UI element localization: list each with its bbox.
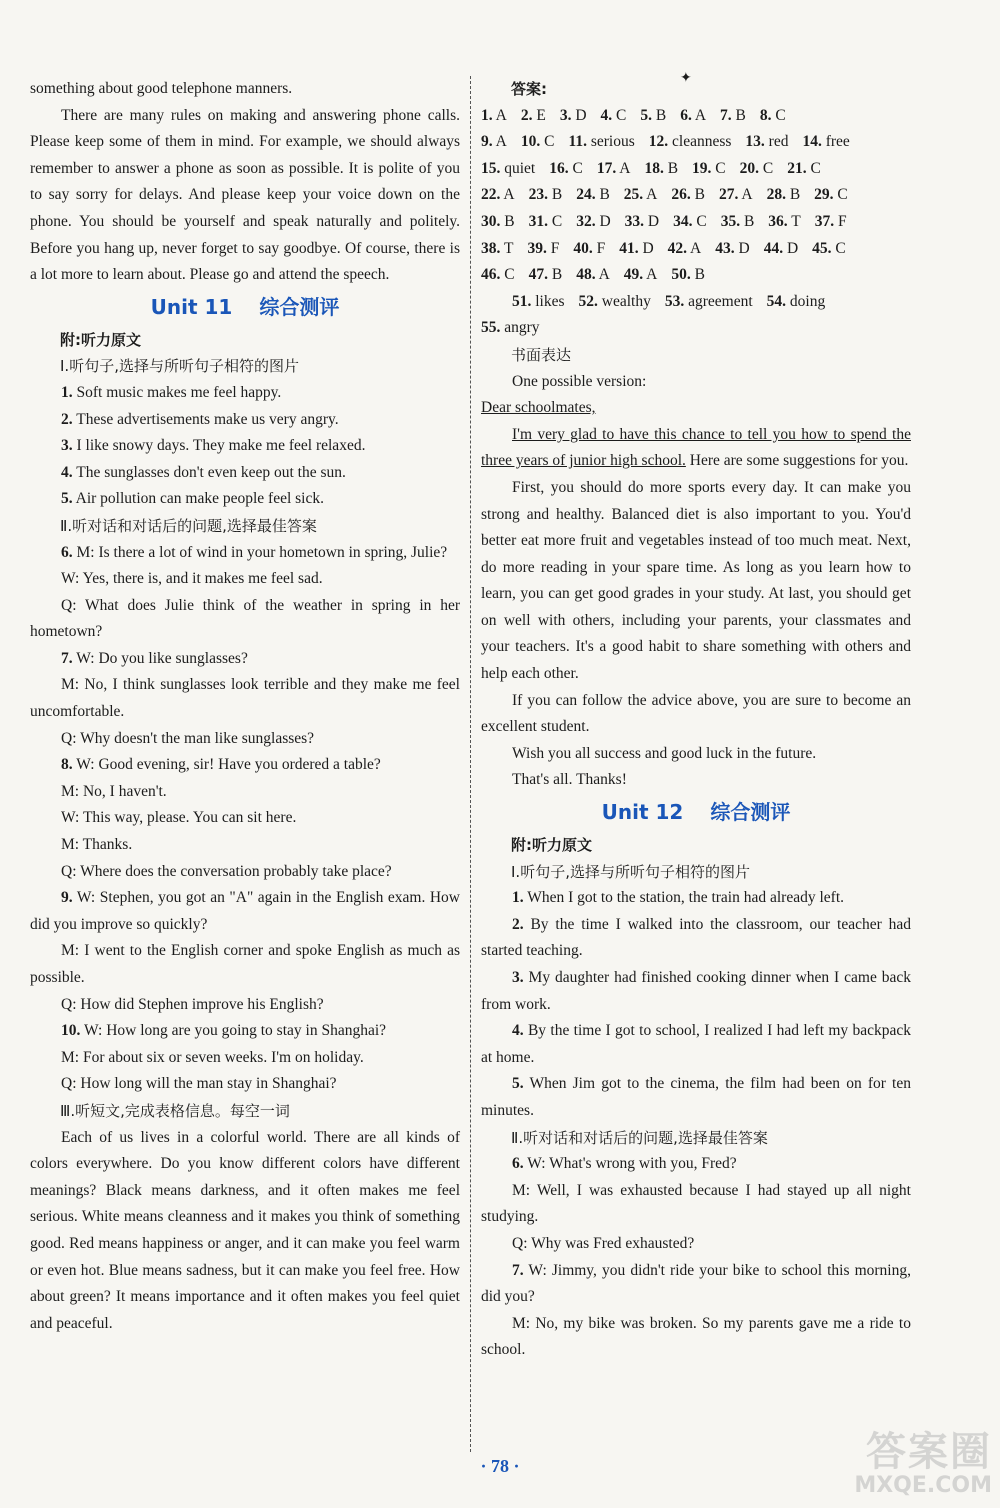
dialog-line-number: 6. [61,543,73,561]
letter-salutation [481,395,911,422]
dialog-line [30,885,460,938]
answer-value: C [612,106,627,124]
answer-item [624,266,658,283]
answer-number: 47. [528,266,548,284]
answer-item [768,213,800,230]
answer-value: A [500,186,515,204]
answer-item [521,133,555,150]
sentence-line-text: By the time I got to school, I realized I had left my backpack at home. [481,1022,911,1066]
answer-value: B [663,159,679,177]
sentence-line-number: 3. [61,437,73,455]
sentence-line [481,1018,911,1071]
sentence-line [30,380,460,407]
letter-paragraph: If you can follow the advice above, you are sure to become an excellent student. [481,691,911,736]
answer-item [579,293,651,310]
answer-value: C [568,159,583,177]
dialog-line-text: Q: What does Julie think of the weather in spring in her hometown? [30,596,460,641]
answer-number: 2. [520,106,533,124]
answer-row [481,156,911,183]
answer-item [644,160,678,177]
answer-value: C [831,239,846,257]
answer-item [481,186,515,203]
answer-value: red [764,133,789,151]
page-number: · 78 · [480,1456,520,1476]
dialog-line [30,540,460,567]
salutation-text: Dear schoolmates, [481,399,596,417]
dialog-line [30,1045,460,1072]
sentence-line [30,407,460,434]
answer-value: C [711,159,726,177]
sentence-line [481,885,911,912]
answer-number: 5. [640,106,652,124]
answer-number: 55. [481,319,501,337]
answer-item [560,107,587,124]
watermark-logo: 答案圈 MXQE.COM [854,1429,992,1498]
answer-item [740,160,774,177]
sentence-line [481,1071,911,1124]
dialog-line-text: Q: Where does the conversation probably take place? [61,862,392,880]
section-1-heading: Ⅰ.听句子,选择与所听句子相符的图片 [60,357,299,376]
answer-value: E [532,106,546,124]
intro-paragraph: There are many rules on making and answering phone calls. Please keep some of them in mind. For example, we should always remember to answer a phone as soon as possible. It is polite of you to say sorry for delays. And please keep your voice down on the phone. You should be yourself and speak naturally and politely. Before you hang up, never forget to say goodbye. Of course, there is a lot more to learn about. Please go and attend the speech. [30,106,460,284]
answer-number: 9. [481,133,493,151]
sentence-line-number: 1. [512,889,524,907]
answer-value: C [547,212,563,230]
section-1-heading-2: Ⅰ.听句子,选择与所听句子相符的图片 [511,862,750,881]
answer-value: C [540,133,555,151]
answer-item [529,186,563,203]
dialog-list [30,540,460,1098]
appendix-heading: 附:听力原文 [60,330,141,349]
answer-item [787,160,821,177]
answer-number: 32. [576,212,596,230]
sentence-list-2 [481,885,911,1124]
answer-number: 49. [623,266,644,284]
answer-value: angry [500,319,540,337]
answer-value: F [834,212,847,230]
answer-value: serious [586,133,635,151]
dialog-line [481,1311,911,1364]
answer-value: C [833,186,848,204]
answer-number: 19. [692,159,712,177]
dialog-line-text: M: I went to the English corner and spoke English as much as possible. [30,942,460,986]
letter-paragraph: Wish you all success and good luck in the future. [512,744,817,762]
answer-number: 26. [671,186,691,204]
answer-item [573,240,605,257]
sentence-line-text: Soft music makes me feel happy. [72,383,282,401]
answer-item [597,160,631,177]
letter-body [481,475,911,794]
answer-value: C [806,159,821,177]
answer-row [481,315,911,342]
answer-value: B [785,186,801,204]
sentence-line-text: Air pollution can make people feel sick. [72,490,324,508]
answer-value: doing [786,292,826,310]
possible-version: One possible version: [512,372,647,390]
answer-item [802,133,849,150]
answer-item [625,213,659,230]
answer-value: A [595,266,610,284]
answer-item [715,240,749,257]
dialog-line-text: W: Yes, there is, and it makes me feel sad. [61,570,323,588]
dialog-line-number: 6. [512,1155,524,1173]
answer-number: 3. [559,106,572,124]
answer-value: B [740,212,755,230]
column-divider [470,76,471,1452]
dialog-line [481,1258,911,1311]
answer-number: 22. [481,186,501,204]
sentence-line-text: These advertisements make us very angry. [72,410,339,428]
answer-number: 11. [568,133,587,151]
sentence-line-text: I like snowy days. They make me feel relaxed. [72,437,366,455]
answer-number: 42. [667,239,688,257]
answer-number: 33. [624,212,645,230]
answer-row [481,262,911,289]
answer-value: B [651,106,667,124]
answer-item [601,107,627,124]
ink-mark: ✦ [680,71,692,86]
answer-number: 54. [766,292,787,310]
answer-value: A [687,239,702,257]
answer-number: 20. [739,159,759,177]
answer-number: 39. [527,239,547,257]
dialog-line-text: M: No, I haven't. [61,782,167,800]
answer-value: C [759,159,774,177]
intro-section [30,76,460,289]
sentence-line-number: 5. [61,490,73,508]
dialog-line-text: M: No, I think sunglasses look terrible and they make me feel uncomfortable. [30,676,460,721]
answer-number: 23. [528,186,548,204]
answer-number: 52. [578,292,598,310]
answer-value: C [771,106,786,124]
answer-item [619,240,653,257]
sentence-line-number: 2. [61,410,73,428]
answer-row [481,209,911,236]
answer-value: C [500,266,515,284]
sentence-line-number: 4. [512,1022,524,1040]
dialog-line-text: W: Jimmy, you didn't ride your bike to school this morning, did you? [481,1261,911,1306]
answer-value: B [500,212,515,230]
letter-first-rest: Here are some suggestions for you. [685,452,909,470]
unit12-number: Unit 12 [601,800,684,825]
answer-value: likes [531,292,565,310]
sentence-line-text: When Jim got to the cinema, the film had been on for ten minutes. [481,1075,911,1119]
letter-first-underlined: I'm very glad to have this chance to tell you how to spend the three years of junior high school. [481,425,911,470]
answer-item [719,186,753,203]
answer-number: 17. [596,159,617,177]
answer-number: 16. [549,159,569,177]
sentence-line-text: The sunglasses don't even keep out the sun. [72,463,346,481]
sentence-line [481,912,911,965]
dialog-line-number: 7. [61,649,73,667]
answer-row [481,236,911,263]
answer-number: 18. [644,159,664,177]
answer-number: 41. [619,239,639,257]
answer-number: 53. [664,292,685,310]
sentence-line-number: 3. [512,969,524,986]
answer-number: 6. [680,106,692,124]
answer-item [521,107,546,124]
answer-item [576,213,610,230]
answer-item [812,240,846,257]
answer-number: 34. [673,212,693,230]
dialog-line-text: W: What's wrong with you, Fred? [523,1155,737,1173]
unit11-label: 综合测评 [259,294,340,319]
answer-number: 24. [576,186,596,204]
answer-row [481,182,911,209]
dialog-line-text: M: For about six or seven weeks. I'm on holiday. [61,1048,364,1066]
answer-value: B [547,266,563,284]
answer-value: A [643,266,658,284]
sentence-line [481,965,911,1018]
dialog-line-text: M: No, my bike was broken. So my parents gave me a ride to school. [481,1314,911,1359]
right-column [481,76,911,1364]
answer-value: B [731,106,746,124]
answer-value: D [734,239,750,257]
answer-value: T [787,212,801,230]
answer-value: B [547,186,563,204]
unit12-title [481,796,911,828]
answer-item [527,240,559,257]
sentence-line [30,433,460,460]
answer-item [745,133,788,150]
answer-value: B [690,266,705,284]
answer-value: D [595,212,611,230]
dialog-line-text: M: Well, I was exhausted because I had stayed up all night studying. [481,1181,911,1226]
sentence-line-text: My daughter had finished cooking dinner when I came back from work. [481,969,911,1013]
answer-number: 21. [787,159,807,177]
answer-number: 45. [812,239,832,257]
answer-value: B [595,186,610,204]
unit12-label: 综合测评 [710,800,791,825]
answer-number: 15. [481,159,501,177]
dialog-line [30,593,460,646]
answer-item [680,107,706,124]
dialog-line [30,779,460,806]
answer-number: 38. [481,239,501,257]
answer-item [512,293,565,310]
intro-paragraph: something about good telephone manners. [30,80,293,97]
answer-number: 7. [720,106,732,124]
section-2-heading-2: Ⅱ.听对话和对话后的问题,选择最佳答案 [511,1128,768,1147]
sentence-list [30,380,460,513]
answer-value: A [492,106,507,124]
dialog-line-text: M: Is there a lot of wind in your hometown in spring, Julie? [72,543,448,561]
dialog-line [30,832,460,859]
left-column [30,76,460,1337]
answer-number: 40. [573,239,593,257]
dialog-line [481,1178,911,1231]
answer-value: A [691,106,707,124]
dialog-line [30,566,460,593]
answer-item [760,107,786,124]
answer-item [481,240,513,257]
answer-number: 27. [718,186,739,204]
sentence-line-text: When I got to the station, the train had already left. [523,889,845,907]
dialog-line [30,672,460,725]
answer-number: 48. [576,266,596,284]
sentence-line-number: 4. [61,463,73,481]
dialog-line [30,938,460,991]
answer-number: 43. [715,239,735,257]
sentence-line-number: 1. [61,383,73,401]
dialog-line [481,1151,911,1178]
sentence-line [30,486,460,513]
dialog-line-text: W: How long are you going to stay in Shanghai? [80,1022,387,1040]
answer-item [671,266,705,283]
answer-item [549,160,583,177]
answer-value: quiet [500,159,536,177]
answer-item [481,319,540,336]
answer-item [764,240,798,257]
sentence-line-number: 2. [512,915,524,933]
answer-item [668,240,702,257]
answer-number: 1. [481,106,493,124]
letter-paragraph: That's all. Thanks! [512,771,627,789]
answers-heading: 答案: [511,80,547,98]
answer-item [649,133,732,150]
dialog-line [30,992,460,1019]
answer-value: free [821,133,850,151]
letter-paragraph: First, you should do more sports every day. It can make you strong and healthy. Balanced diet is also important to you. You'd better eat more fruit and vegetables instead of too much meat. Next, do more reading in your spare time. As long as you learn how to learn, you can get good grades in your study. At last, you should get on well with others, including your parents, your classmates and your teachers. It's a good habit to share something with others and help each other. [481,478,911,683]
answer-number: 29. [814,186,834,204]
dialog-line-number: 9. [61,889,73,907]
answer-item [767,186,801,203]
answer-number: 46. [481,266,501,284]
dialog-line [30,805,460,832]
unit11-number: Unit 11 [150,294,233,319]
section-2-heading: Ⅱ.听对话和对话后的问题,选择最佳答案 [60,516,317,535]
dialog-line-text: M: Thanks. [61,836,133,854]
dialog-line-text: Q: Why doesn't the man like sunglasses? [61,729,315,747]
sentence-line [30,460,460,487]
answer-item [576,186,610,203]
appendix-heading-2: 附:听力原文 [511,836,592,855]
answer-number: 13. [745,133,765,151]
answer-value: F [546,239,560,257]
answer-item [692,160,726,177]
dialog-line-text: W: Good evening, sir! Have you ordered a table? [72,756,381,774]
dialog-line [30,726,460,753]
answer-row [481,129,911,156]
answer-grid [481,103,911,342]
answer-value: D [638,239,654,257]
section-3-heading: Ⅲ.听短文,完成表格信息。每空一词 [60,1101,290,1120]
answer-value: wealthy [597,292,651,310]
answer-item [529,213,563,230]
dialog-line-text: Q: How did Stephen improve his English? [61,995,324,1013]
answer-value: F [592,239,606,257]
answer-item [815,213,847,230]
dialog-line [30,752,460,779]
answer-value: D [644,212,660,230]
answer-value: D [783,239,799,257]
answer-number: 8. [759,106,772,124]
dialog-line-text: Q: Why was Fred exhausted? [512,1234,695,1252]
writing-heading: 书面表达 [511,345,572,364]
dialog-list-2 [481,1151,911,1364]
letter-first-paragraph [481,422,911,475]
answer-number: 31. [528,212,548,230]
answer-number: 50. [671,266,691,284]
dialog-line [481,1231,911,1258]
answer-number: 30. [481,212,501,230]
answer-value: D [571,106,587,124]
answer-item [481,160,535,177]
answer-number: 25. [623,186,644,204]
answer-number: 4. [600,106,613,124]
answer-row [481,103,911,130]
dialog-line-text: W: Do you like sunglasses? [72,649,248,667]
dialog-line [30,859,460,886]
answer-value: A [643,186,658,204]
answer-item [481,107,507,124]
answer-item [481,133,507,150]
answer-value: A [492,133,507,151]
dialog-line-text: W: Stephen, you got an "A" again in the English exam. How did you improve so quickly? [30,889,460,933]
passage-text: Each of us lives in a colorful world. There are all kinds of colors everywhere. Do you know different colors have different meanings? Black means darkness, and it often makes me feel serious. White means cleanness and it makes you think of something good. Red means happiness or anger, and it can make you feel warm or even hot. Blue means sadness, but it can make you feel free. How about green? It means importance and it often makes you feel quiet and peaceful. [30,1128,460,1332]
sentence-line-number: 5. [512,1075,524,1093]
dialog-line-number: 7. [512,1261,524,1279]
answer-number: 44. [763,239,784,257]
answer-item [720,107,746,124]
answer-item [568,133,634,150]
answer-item [721,213,755,230]
answer-number: 36. [768,212,788,230]
dialog-line-number: 8. [61,756,73,774]
answer-value: cleanness [668,133,732,151]
dialog-line-text: W: This way, please. You can sit here. [61,809,297,827]
answer-row [481,289,911,316]
answer-number: 35. [720,212,741,230]
answer-item [481,266,515,283]
answer-value: B [690,186,705,204]
answer-number: 51. [512,292,532,310]
answer-item [673,213,707,230]
answer-value: C [692,212,707,230]
answer-number: 28. [766,186,786,204]
unit11-title [30,291,460,323]
answer-item [814,186,848,203]
answer-item [767,293,826,310]
answer-value: agreement [684,292,753,310]
dialog-line-number: 10. [61,1022,81,1040]
dialog-line [30,646,460,673]
answer-value: T [500,239,514,257]
answer-item [671,186,705,203]
dialog-line [30,1071,460,1098]
answer-value: A [616,159,631,177]
answer-number: 12. [648,133,669,151]
answer-item [529,266,563,283]
answer-value: A [738,186,753,204]
answer-number: 37. [814,212,835,230]
answer-item [576,266,610,283]
answer-item [481,213,515,230]
answer-number: 14. [802,133,822,151]
answer-item [640,107,666,124]
answer-item [665,293,753,310]
sentence-line-text: By the time I walked into the classroom, our teacher had started teaching. [481,915,911,960]
dialog-line [30,1018,460,1045]
answer-item [624,186,658,203]
answer-number: 10. [520,133,541,151]
dialog-line-text: Q: How long will the man stay in Shanghai? [61,1075,337,1093]
